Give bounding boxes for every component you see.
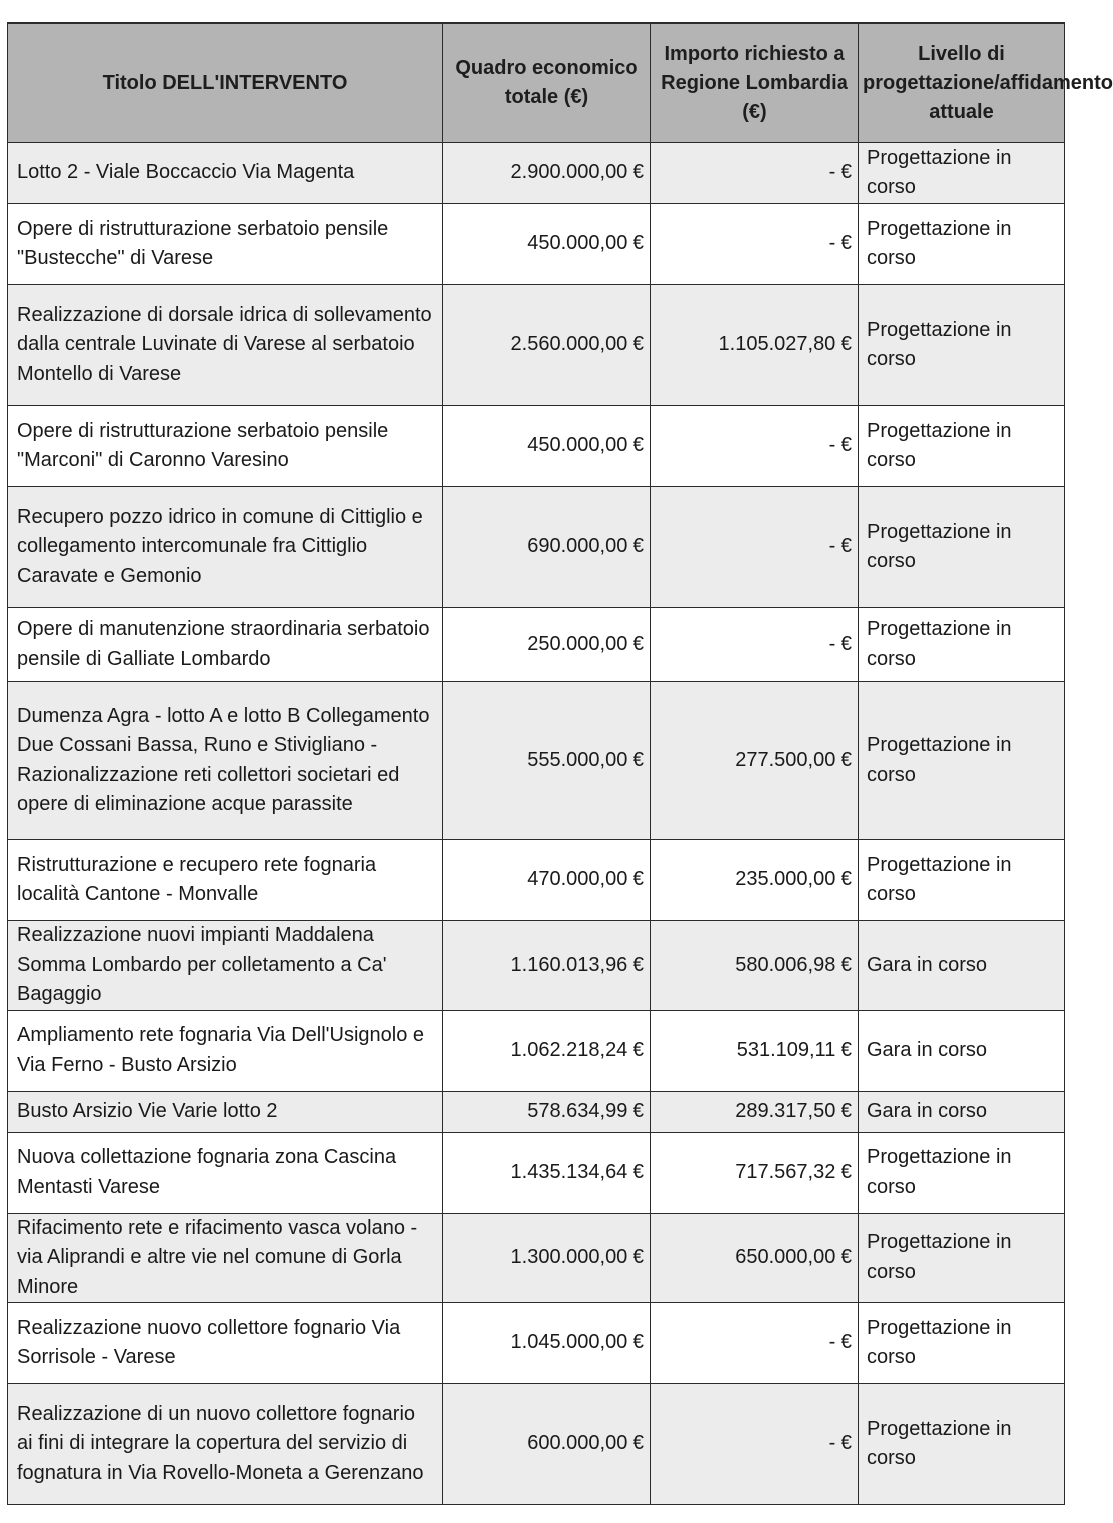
header-total: Quadro economico totale (€) <box>443 23 651 143</box>
row-title: Opere di ristrutturazione serbatoio pensile "Bustecche" di Varese <box>8 204 443 285</box>
table-row <box>8 204 1065 285</box>
row-title: Realizzazione di un nuovo collettore fognario ai fini di integrare la copertura del servizio di fognatura in Via Rovello-Moneta a Gerenzano <box>8 1384 443 1505</box>
row-title: Realizzazione di dorsale idrica di sollevamento dalla centrale Luvinate di Varese al serbatoio Montello di Varese <box>8 285 443 406</box>
row-title: Nuova collettazione fognaria zona Cascina Mentasti Varese <box>8 1132 443 1213</box>
table-row <box>8 1303 1065 1384</box>
row-status: Progettazione in corso <box>859 840 1065 921</box>
row-requested: - € <box>651 1303 859 1384</box>
row-status: Progettazione in corso <box>859 682 1065 840</box>
row-total: 450.000,00 € <box>443 406 651 487</box>
row-requested: 717.567,32 € <box>651 1132 859 1213</box>
row-title: Opere di ristrutturazione serbatoio pensile "Marconi" di Caronno Varesino <box>8 406 443 487</box>
row-status: Progettazione in corso <box>859 143 1065 204</box>
header-level: Livello di progettazione/affidamento attuale <box>859 23 1065 143</box>
row-status: Progettazione in corso <box>859 1303 1065 1384</box>
row-status: Progettazione in corso <box>859 204 1065 285</box>
table-row <box>8 1384 1065 1505</box>
header-requested: Importo richiesto a Regione Lombardia (€) <box>651 23 859 143</box>
row-title: Realizzazione nuovi impianti Maddalena Somma Lombardo per colletamento a Ca' Bagaggio <box>8 921 443 1011</box>
row-status: Progettazione in corso <box>859 1213 1065 1303</box>
row-status: Progettazione in corso <box>859 1132 1065 1213</box>
table-row <box>8 143 1065 204</box>
table-row <box>8 1213 1065 1303</box>
table-row <box>8 1010 1065 1091</box>
row-requested: - € <box>651 406 859 487</box>
header-title: Titolo DELL'INTERVENTO <box>8 23 443 143</box>
row-status: Gara in corso <box>859 921 1065 1011</box>
row-requested: 289.317,50 € <box>651 1091 859 1132</box>
row-requested: 277.500,00 € <box>651 682 859 840</box>
table-row <box>8 608 1065 682</box>
row-title: Opere di manutenzione straordinaria serbatoio pensile di Galliate Lombardo <box>8 608 443 682</box>
row-title: Ristrutturazione e recupero rete fognaria località Cantone - Monvalle <box>8 840 443 921</box>
row-requested: 650.000,00 € <box>651 1213 859 1303</box>
row-requested: 1.105.027,80 € <box>651 285 859 406</box>
row-total: 250.000,00 € <box>443 608 651 682</box>
row-title: Busto Arsizio Vie Varie lotto 2 <box>8 1091 443 1132</box>
row-title: Realizzazione nuovo collettore fognario Via Sorrisole - Varese <box>8 1303 443 1384</box>
row-requested: - € <box>651 143 859 204</box>
interventions-table <box>7 22 1113 1505</box>
row-title: Ampliamento rete fognaria Via Dell'Usignolo e Via Ferno - Busto Arsizio <box>8 1010 443 1091</box>
row-total: 555.000,00 € <box>443 682 651 840</box>
row-requested: - € <box>651 204 859 285</box>
row-status: Progettazione in corso <box>859 487 1065 608</box>
row-requested: 235.000,00 € <box>651 840 859 921</box>
row-requested: 580.006,98 € <box>651 921 859 1011</box>
row-status: Progettazione in corso <box>859 608 1065 682</box>
row-total: 578.634,99 € <box>443 1091 651 1132</box>
interventions-table-wrapper <box>7 22 1113 1505</box>
row-total: 2.900.000,00 € <box>443 143 651 204</box>
table-row <box>8 487 1065 608</box>
row-requested: - € <box>651 608 859 682</box>
row-status: Gara in corso <box>859 1010 1065 1091</box>
row-status: Progettazione in corso <box>859 1384 1065 1505</box>
row-total: 1.435.134,64 € <box>443 1132 651 1213</box>
row-requested: - € <box>651 1384 859 1505</box>
row-status: Progettazione in corso <box>859 285 1065 406</box>
row-total: 1.045.000,00 € <box>443 1303 651 1384</box>
table-row <box>8 682 1065 840</box>
row-title: Lotto 2 - Viale Boccaccio Via Magenta <box>8 143 443 204</box>
row-total: 690.000,00 € <box>443 487 651 608</box>
table-row <box>8 406 1065 487</box>
row-total: 2.560.000,00 € <box>443 285 651 406</box>
row-title: Dumenza Agra - lotto A e lotto B Collegamento Due Cossani Bassa, Runo e Stivigliano - Razionalizzazione reti collettori societari ed opere di eliminazione acque parassite <box>8 682 443 840</box>
row-total: 450.000,00 € <box>443 204 651 285</box>
row-total: 1.300.000,00 € <box>443 1213 651 1303</box>
row-status: Gara in corso <box>859 1091 1065 1132</box>
table-row <box>8 1132 1065 1213</box>
table-body <box>8 143 1065 1505</box>
table-row <box>8 840 1065 921</box>
row-requested: - € <box>651 487 859 608</box>
table-row <box>8 285 1065 406</box>
row-total: 600.000,00 € <box>443 1384 651 1505</box>
row-total: 470.000,00 € <box>443 840 651 921</box>
row-title: Recupero pozzo idrico in comune di Cittiglio e collegamento intercomunale fra Cittiglio Caravate e Gemonio <box>8 487 443 608</box>
row-status: Progettazione in corso <box>859 406 1065 487</box>
row-requested: 531.109,11 € <box>651 1010 859 1091</box>
table-header-row <box>8 23 1065 143</box>
row-title: Rifacimento rete e rifacimento vasca volano - via Aliprandi e altre vie nel comune di Gorla Minore <box>8 1213 443 1303</box>
table-row <box>8 921 1065 1011</box>
table-row <box>8 1091 1065 1132</box>
row-total: 1.160.013,96 € <box>443 921 651 1011</box>
row-total: 1.062.218,24 € <box>443 1010 651 1091</box>
